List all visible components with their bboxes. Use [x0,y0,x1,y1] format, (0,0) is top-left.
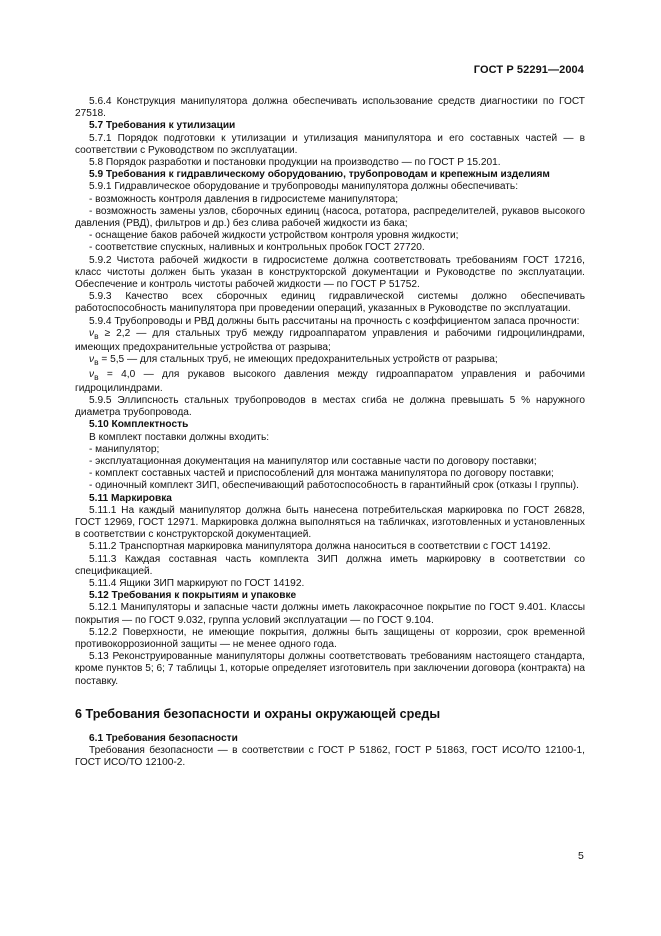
formula-text: = 5,5 — для стальных труб, не имеющих предохранительных устройств от разрыва; [98,354,498,366]
list-item: - одиночный комплект ЗИП, обеспечивающий работоспособность в гарантийный срок (отказы I группы). [89,480,579,492]
nu-symbol: ν [89,354,95,366]
list-item: - возможность замены узлов, сборочных единиц (насоса, ротатора, распределителей, рукавов высокого давления (РВД), фильтров и др.) без слива рабочей жидкости из бака; [75,205,585,230]
paragraph: 5.9.4 Трубопроводы и РВД должны быть рассчитаны на прочность с коэффициентом запаса прочности: [89,315,580,327]
section-heading: 6.1 Требования безопасности [89,732,238,744]
list-item: - комплект составных частей и приспособлений для монтажа манипулятора по договору поставки; [89,468,554,480]
list-item: - возможность контроля давления в гидросистеме манипулятора; [89,193,399,205]
nu-subscript: в [94,330,99,341]
paragraph: 5.9.1 Гидравлическое оборудование и трубопроводы манипулятора должны обеспечивать: [89,181,519,193]
paragraph: 5.12.1 Манипуляторы и запасные части должны иметь лакокрасочное покрытие по ГОСТ 9.401. Классы покрытия — по ГОСТ 9.032, группа условий эксплуатации — по ГОСТ 9.104. [75,602,585,626]
paragraph: 5.9.5 Эллипсность стальных трубопроводов в местах сгиба не должна превышать 5 % наружного диаметра трубопровода. [75,394,585,419]
document-header: ГОСТ Р 52291—2004 [473,64,584,76]
paragraph: 5.9.2 Чистота рабочей жидкости в гидросистеме должна соответствовать требованиям ГОСТ 17216, класс чистоты должен быть указан в конструкторской документации и Руководстве по эксплуатации. Обеспечение и контроль чистоты рабочей жидкости — по ГОСТ Р 51752. [75,254,585,291]
paragraph: 5.11.3 Каждая составная часть комплекта ЗИП должна иметь маркировку в соответствии со спецификацией. [75,553,585,577]
formula-item [75,328,585,354]
document-body [75,96,585,769]
paragraph: 5.6.4 Конструкция манипулятора должна обеспечивать использование средств диагностики по ГОСТ 27518. [75,96,585,120]
paragraph: 5.11.4 Ящики ЗИП маркируют по ГОСТ 14192. [89,578,305,590]
list-item: - соответствие спускных, наливных и контрольных пробок ГОСТ 27720. [89,242,425,254]
nu-symbol: ν [89,368,95,380]
section-heading: 5.7 Требования к утилизации [89,120,236,132]
chapter-heading: 6 Требования безопасности и охраны окружающей среды [75,706,441,721]
nu-subscript: в [94,371,99,382]
nu-symbol: ν [89,327,95,339]
paragraph: В комплект поставки должны входить: [89,431,270,443]
page-number: 5 [578,850,584,862]
paragraph: 5.8 Порядок разработки и постановки продукции на производство — по ГОСТ Р 15.201. [89,157,501,169]
list-item: - эксплуатационная документация на манипулятор или составные части по договору поставки; [89,455,537,467]
paragraph: 5.9.3 Качество всех сборочных единиц гидравлической системы должно обеспечивать работоспособность манипулятора при проведении операций, указанных в Руководстве по эксплуатации. [75,291,585,315]
section-heading: 5.9 Требования к гидравлическому оборудованию, трубопроводам и крепежным изделиям [89,169,550,181]
paragraph: 5.12.2 Поверхности, не имеющие покрытия, должны быть защищены от коррозии, срок временной противокоррозионной защиты — не менее одного года. [75,626,585,651]
paragraph: 5.7.1 Порядок подготовки к утилизации и утилизация манипулятора и его составных частей — в соответствии с Руководством по эксплуатации. [75,132,585,156]
formula-item [75,354,585,368]
list-item: - оснащение баков рабочей жидкости устройством контроля уровня жидкости; [89,230,459,242]
list-item: - манипулятор; [89,443,160,455]
paragraph: 5.11.1 На каждый манипулятор должна быть нанесена потребительская маркировка по ГОСТ 26828, ГОСТ 12969, ГОСТ 12971. Маркировка должна выполняться на табличках, изготовленных и установленных в соответствии с конструкторской документацией. [75,504,585,541]
paragraph: 5.13 Реконструированные манипуляторы должны соответствовать требованиям настоящего стандарта, кроме пунктов 5; 6; 7 таблицы 1, которые определяет изготовитель при заключении договора (контракта) на поставку. [75,651,585,687]
section-heading: 5.10 Комплектность [89,419,189,431]
section-heading: 5.11 Маркировка [89,492,172,504]
nu-subscript: в [94,357,99,368]
section-heading: 5.12 Требования к покрытиям и упаковке [89,590,297,602]
paragraph: Требования безопасности — в соответствии с ГОСТ Р 51862, ГОСТ Р 51863, ГОСТ ИСО/ТО 12100-1, ГОСТ ИСО/ТО 12100-2. [75,745,585,769]
formula-item [75,369,585,395]
formula-text: ≥ 2,2 — для стальных труб между гидроаппаратом управления и рабочими гидроцилиндрами, имеющих предохранительные устройства от разрыва; [75,327,585,354]
paragraph: 5.11.2 Транспортная маркировка манипулятора должна наноситься в соответствии с ГОСТ 14192. [89,541,551,553]
formula-text: = 4,0 — для рукавов высокого давления между гидроаппаратом управления и рабочими гидроцилиндрами. [75,368,585,394]
